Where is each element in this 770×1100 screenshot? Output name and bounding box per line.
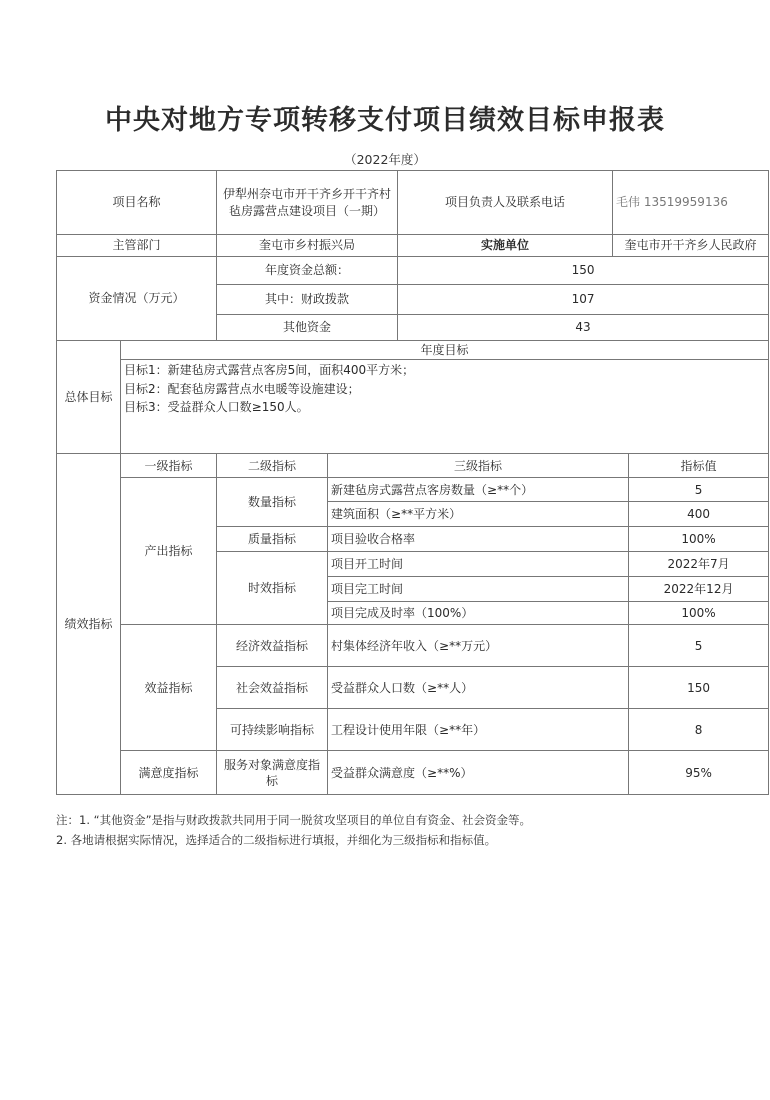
l3-cell: 受益群众满意度（≥**%） xyxy=(328,751,629,795)
perf-header-l1: 一级指标 xyxy=(121,454,217,478)
val-cell: 150 xyxy=(629,667,769,709)
impl-value: 奎屯市开干齐乡人民政府 xyxy=(613,235,769,257)
perf-header-l2: 二级指标 xyxy=(217,454,328,478)
goal-1: 目标1：新建毡房式露营点客房5间，面积400平方米； xyxy=(124,363,415,378)
project-leader-label: 项目负责人及联系电话 xyxy=(398,171,613,235)
l1-benefit: 效益指标 xyxy=(121,625,217,751)
perf-row xyxy=(57,625,769,667)
funds-other-label: 其他资金 xyxy=(217,315,398,341)
page-title: 中央对地方专项转移支付项目绩效目标申报表 xyxy=(105,105,665,136)
l3-cell: 新建毡房式露营点客房数量（≥**个） xyxy=(328,478,629,502)
impl-label: 实施单位 xyxy=(398,235,613,257)
val-cell: 100% xyxy=(629,602,769,625)
overall-label: 总体目标 xyxy=(57,341,121,454)
l2-sustainable: 可持续影响指标 xyxy=(217,709,328,751)
funds-row xyxy=(57,257,769,285)
l1-satisfaction: 满意度指标 xyxy=(121,751,217,795)
funds-fiscal-value: 107 xyxy=(398,285,769,315)
project-name-value: 伊犁州奈屯市开干齐乡开干齐村毡房露营点建设项目（一期） xyxy=(217,171,398,235)
l2-satisfaction: 服务对象满意度指标 xyxy=(217,751,328,795)
val-cell: 100% xyxy=(629,527,769,552)
l3-cell: 项目完成及时率（100%） xyxy=(328,602,629,625)
l3-cell: 受益群众人口数（≥**人） xyxy=(328,667,629,709)
overall-header-row xyxy=(57,341,769,360)
year-label: （2022年度） xyxy=(344,152,426,167)
funds-label: 资金情况（万元） xyxy=(57,257,217,341)
perf-row xyxy=(57,751,769,795)
dept-label: 主管部门 xyxy=(57,235,217,257)
overall-goals-row xyxy=(57,360,769,454)
val-cell: 95% xyxy=(629,751,769,795)
funds-total-label: 年度资金总额： xyxy=(217,257,398,285)
goal-3: 目标3：受益群众人口数≥150人。 xyxy=(124,400,309,415)
perf-header-l3: 三级指标 xyxy=(328,454,629,478)
val-cell: 5 xyxy=(629,625,769,667)
project-leader-value: 毛伟 13519959136 xyxy=(613,171,769,235)
overall-header: 年度目标 xyxy=(121,341,769,360)
l2-economic: 经济效益指标 xyxy=(217,625,328,667)
overall-goals xyxy=(121,360,769,454)
perf-label: 绩效指标 xyxy=(57,454,121,795)
l3-cell: 建筑面积（≥**平方米） xyxy=(328,502,629,527)
project-row xyxy=(57,171,769,235)
l3-cell: 工程设计使用年限（≥**年） xyxy=(328,709,629,751)
l3-cell: 项目完工时间 xyxy=(328,577,629,602)
performance-table xyxy=(56,170,769,795)
dept-value: 奎屯市乡村振兴局 xyxy=(217,235,398,257)
notes xyxy=(56,810,768,850)
l2-timeliness: 时效指标 xyxy=(217,552,328,625)
note-1: 注：1. “其他资金”是指与财政拨款共同用于同一脱贫攻坚项目的单位自有资金、社会资金等。 xyxy=(56,813,532,827)
perf-header-val: 指标值 xyxy=(629,454,769,478)
val-cell: 2022年12月 xyxy=(629,577,769,602)
goal-2: 目标2：配套毡房露营点水电暖等设施建设； xyxy=(124,381,360,396)
funds-other-value: 43 xyxy=(398,315,769,341)
funds-fiscal-label: 其中：财政拨款 xyxy=(217,285,398,315)
l3-cell: 项目开工时间 xyxy=(328,552,629,577)
project-name-label: 项目名称 xyxy=(57,171,217,235)
l2-quantity: 数量指标 xyxy=(217,478,328,527)
val-cell: 400 xyxy=(629,502,769,527)
dept-row xyxy=(57,235,769,257)
val-cell: 8 xyxy=(629,709,769,751)
l1-output: 产出指标 xyxy=(121,478,217,625)
perf-header-row xyxy=(57,454,769,478)
val-cell: 5 xyxy=(629,478,769,502)
funds-total-value: 150 xyxy=(398,257,769,285)
l2-social: 社会效益指标 xyxy=(217,667,328,709)
note-2: 2. 各地请根据实际情况，选择适合的二级指标进行填报，并细化为三级指标和指标值。 xyxy=(56,833,497,848)
l3-cell: 村集体经济年收入（≥**万元） xyxy=(328,625,629,667)
perf-row xyxy=(57,478,769,502)
l2-quality: 质量指标 xyxy=(217,527,328,552)
val-cell: 2022年7月 xyxy=(629,552,769,577)
l3-cell: 项目验收合格率 xyxy=(328,527,629,552)
